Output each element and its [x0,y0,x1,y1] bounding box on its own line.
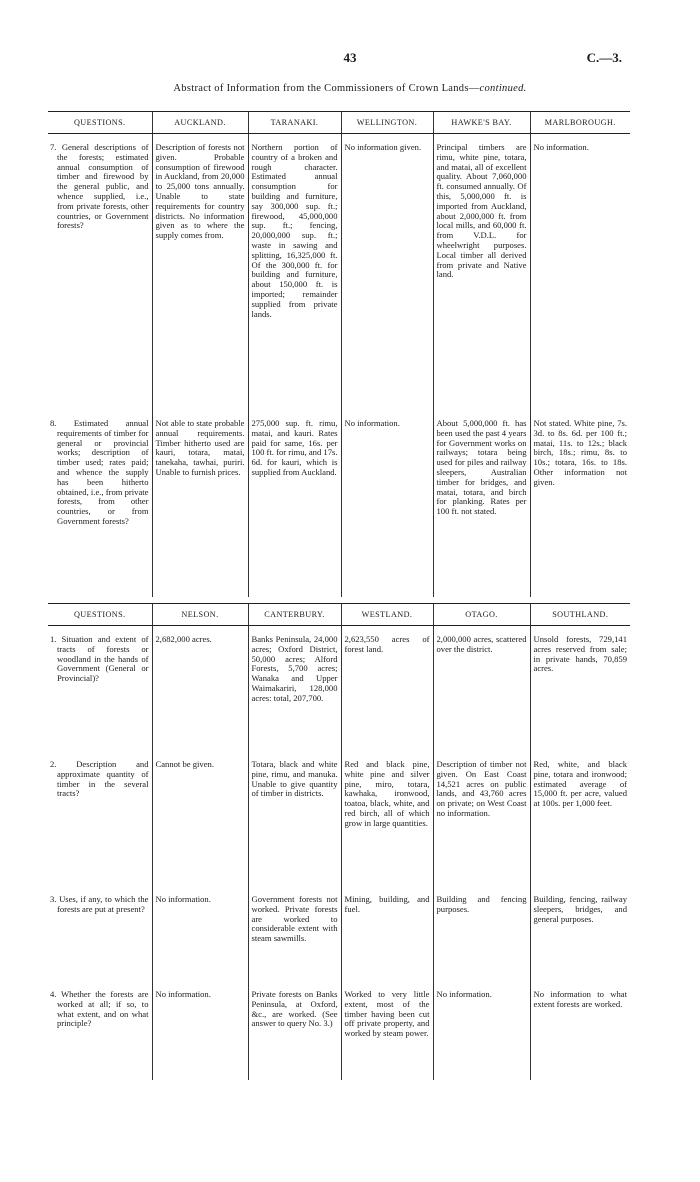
answer-cell-nelson: No information. [152,895,248,990]
answer-cell-taranaki: Northern portion of country of a broken and rough character. Estimated annual consumption for building and furniture, say 300,000 sup. ft.; firewood, 45,000,000 sup. ft.; fencing, 20,000,000 sup. ft.; waste in sawing and splitting, 16,325,000 ft. Of the 300,000 ft. for building and furniture, about 150,000 ft. is imported; remainder supplied from private lands. [248,143,341,419]
answer-cell-auckland: Description of forests not given. Probable consumption of firewood in Auckland, from 20,000 to 25,000 tons annually. Unable to state requirements for country districts. No information given as to where the supply comes from. [152,143,248,419]
answer-cell-canterbury: Private forests on Banks Peninsula, at Oxford, &c., are worked. (See answer to query No. 3.) [248,990,341,1080]
column-header-hawkes-bay: HAWKE'S BAY. [433,112,530,134]
table-row [48,990,630,1080]
column-header-marlborough: MARLBOROUGH. [530,112,630,134]
column-header-taranaki: TARANAKI. [248,112,341,134]
page-title [0,83,700,94]
answer-cell-otago: Building and fencing purposes. [433,895,530,990]
title-text: Abstract of Information from the Commissioners of Crown Lands— [173,83,480,94]
document-code: C.—3. [586,50,622,65]
answer-cell-auckland: Not able to state probable annual requirements. Timber hitherto used are kauri, totara, matai, tanekaha, tawhai, puriri. Unable to furnish prices. [152,419,248,597]
answer-cell-westland: 2,623,550 acres of forest land. [341,635,433,760]
table-header-row [48,112,630,134]
table-row [48,635,630,760]
answer-cell-hawkes-bay: Principal timbers are rimu, white pine, totara, and matai, all of excellent quality. About 7,060,000 ft. consumed annually. Of this, 5,000,000 ft. is imported from Auckland, about 2,000,000 ft. from local mills, and 60,000 ft. from V.D.L. for wheelwright purposes. Local timber all derived from private and Native land. [433,143,530,419]
answer-cell-westland: Red and black pine, white pine and silver pine, miro, totara, kawhaka, ironwood, toatoa, black, white, and red birch, all of which grow in large quantities. [341,760,433,895]
column-header-questions: QUESTIONS. [48,112,152,134]
question-cell: 4. Whether the forests are worked at all; if so, to what extent, and on what principle? [50,989,149,1029]
column-header-otago: OTAGO. [433,604,530,626]
table-row [48,760,630,895]
answer-cell-westland: Worked to very little extent, most of the timber having been cut off private property, and worked by steam power. [341,990,433,1080]
answer-cell-wellington: No information given. [341,143,433,419]
answer-cell-southland: Unsold forests, 729,141 acres reserved from sale; in private hands, 70,859 acres. [530,635,630,760]
answer-cell-hawkes-bay: About 5,000,000 ft. has been used the past 4 years for Government works on railways; totara being used for piles and railway sleepers, Australian timber for bridges, and matai, totara, and birch for planking. Rates per 100 ft. not stated. [433,419,530,597]
column-header-wellington: WELLINGTON. [341,112,433,134]
answer-cell-southland: Red, white, and black pine, totara and ironwood; estimated average of 15,000 ft. per acre, valued at 100s. per 1,000 feet. [530,760,630,895]
answer-cell-marlborough: Not stated. White pine, 7s. 3d. to 8s. 6d. per 100 ft.; matai, 11s. to 12s.; black birch, 18s.; rimu, 8s. to 10s.; totara, 16s. to 18s. Other information not given. [530,419,630,597]
table-row [48,419,630,597]
table-abstract-south [48,603,630,1080]
page-number: 43 [343,50,357,65]
answer-cell-otago: No information. [433,990,530,1080]
answer-cell-nelson: Cannot be given. [152,760,248,895]
column-header-canterbury: CANTERBURY. [248,604,341,626]
column-header-questions: QUESTIONS. [48,604,152,626]
column-header-nelson: NELSON. [152,604,248,626]
table-header-row [48,604,630,626]
question-cell: 1. Situation and extent of tracts of forests or woodland in the hands of Government (General or Provincial)? [50,634,149,684]
table-row [48,895,630,990]
answer-cell-otago: 2,000,000 acres, scattered over the district. [433,635,530,760]
column-header-westland: WESTLAND. [341,604,433,626]
answer-cell-canterbury: Government forests not worked. Private forests are worked to considerable extent with steam sawmills. [248,895,341,990]
table-row [48,143,630,419]
question-cell: 7. General descriptions of the forests; estimated annual consumption of timber and firewood by the general public, and whence supplied, i.e., from private forests, other countries, or Government forests? [50,142,149,231]
answer-cell-canterbury: Banks Peninsula, 24,000 acres; Oxford District, 50,000 acres; Alford Forests, 5,700 acres; Wanaka and Upper Waimakariri, 128,000 acres: total, 207,700. [248,635,341,760]
column-header-auckland: AUCKLAND. [152,112,248,134]
question-cell: 8. Estimated annual requirements of timber for general or provincial works; description of timber used; rates paid; and whence the supply has been hitherto obtained, i.e., from private forests, from other countries, or from Government forests? [50,418,149,526]
table-abstract-north [48,111,630,597]
answer-cell-southland: Building, fencing, railway sleepers, bridges, and general purposes. [530,895,630,990]
answer-cell-southland: No information to what extent forests are worked. [530,990,630,1080]
answer-cell-westland: Mining, building, and fuel. [341,895,433,990]
answer-cell-canterbury: Totara, black and white pine, rimu, and manuka. Unable to give quantity of timber in districts. [248,760,341,895]
answer-cell-otago: Description of timber not given. On East Coast 14,521 acres on public lands, and 43,760 acres on private; on West Coast no information. [433,760,530,895]
question-cell: 3. Uses, if any, to which the forests are put at present? [50,894,149,914]
answer-cell-marlborough: No information. [530,143,630,419]
question-cell: 2. Description and approximate quantity of timber in the several tracts? [50,759,149,799]
title-continued: continued. [479,83,527,94]
answer-cell-nelson: No information. [152,990,248,1080]
answer-cell-wellington: No information. [341,419,433,597]
answer-cell-taranaki: 275,000 sup. ft. rimu, matai, and kauri. Rates paid for same, 16s. per 100 ft. for rimu, and 17s. 6d. for kauri, which is supplied from Auckland. [248,419,341,597]
column-header-southland: SOUTHLAND. [530,604,630,626]
answer-cell-nelson: 2,682,000 acres. [152,635,248,760]
